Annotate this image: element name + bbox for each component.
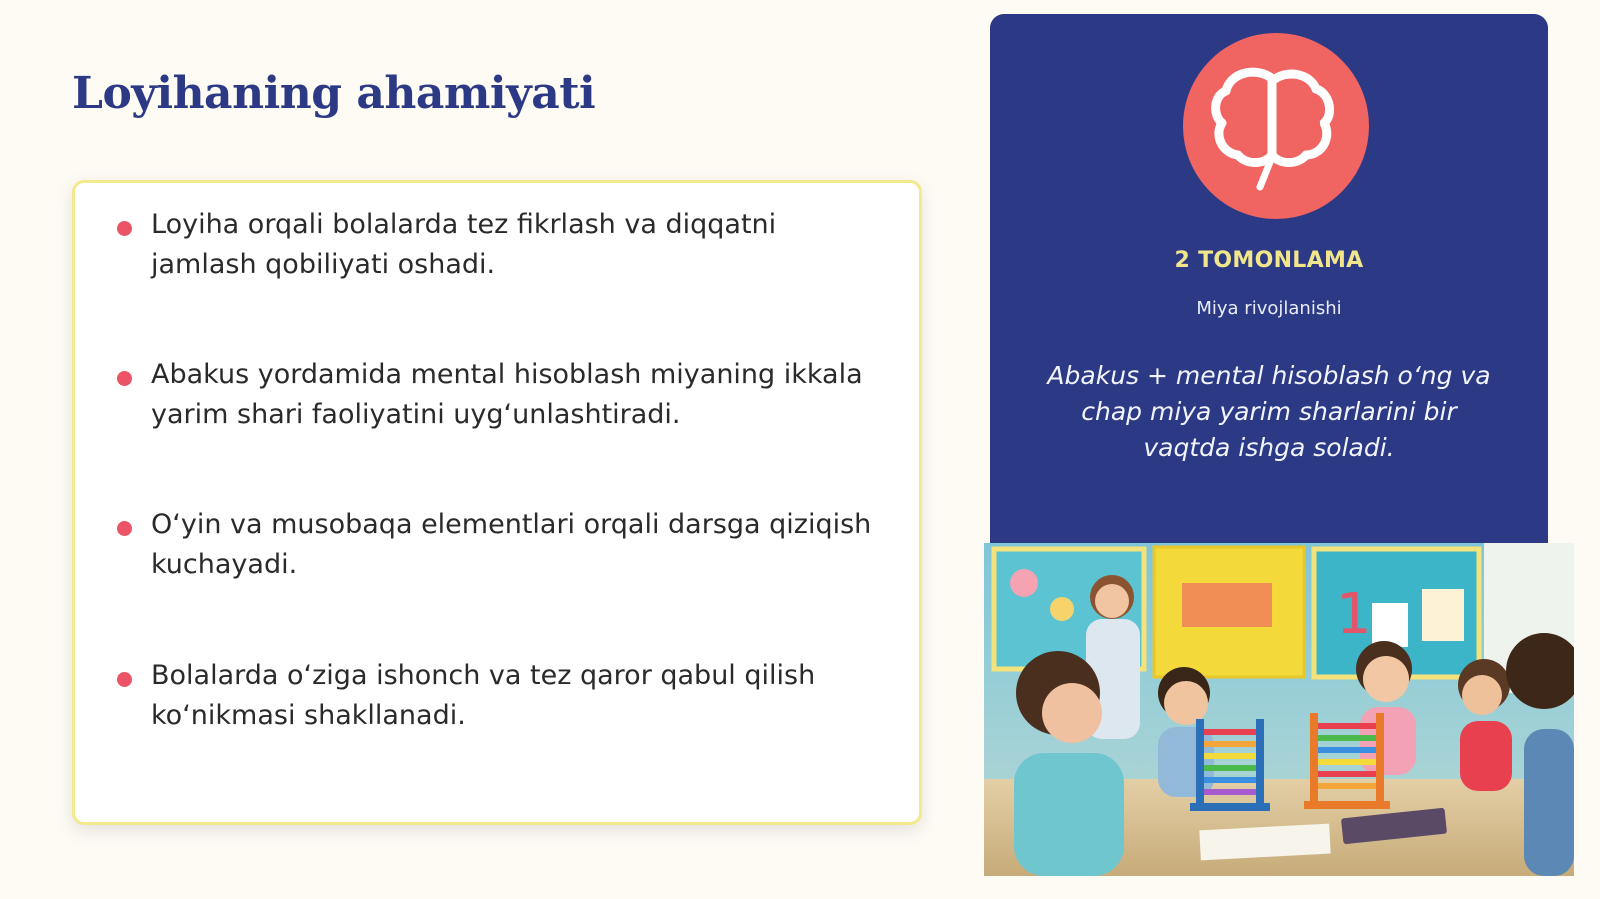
bullet-dot (117, 371, 132, 386)
stat-panel (990, 14, 1548, 544)
point-text: Abakus yordamida mental hisoblash miyaning ikkala yarim shari faoliyatini uyg‘unlashtiradi. (151, 359, 863, 430)
svg-text:1: 1 (1336, 582, 1372, 647)
stat-label: Miya rivojlanishi (1196, 298, 1342, 319)
bullet-dot (117, 221, 132, 236)
point-text: Bolalarda o‘ziga ishonch va tez qaror qabul qilish ko‘nikmasi shakllanadi. (151, 660, 816, 731)
point-text: Loyiha orqali bolalarda tez fikrlash va diqqatni jamlash qobiliyati oshadi. (151, 209, 777, 280)
stat-quote: Abakus + mental hisoblash o‘ng va chap miya yarim sharlarini bir vaqtda ishga soladi. (1047, 361, 1491, 462)
stat-value: 2 TOMONLAMA (1174, 248, 1364, 273)
point-text: O‘yin va musobaqa elementlari orqali darsga qiziqish kuchayadi. (151, 509, 872, 580)
bullet-dot (117, 521, 132, 536)
slide-title: Loyihaning ahamiyati (72, 68, 596, 119)
classroom-photo (984, 543, 1574, 876)
bullet-dot (117, 672, 132, 687)
points-card (72, 180, 922, 825)
brain-icon-circle (1183, 33, 1369, 219)
brain-icon (1208, 61, 1344, 191)
